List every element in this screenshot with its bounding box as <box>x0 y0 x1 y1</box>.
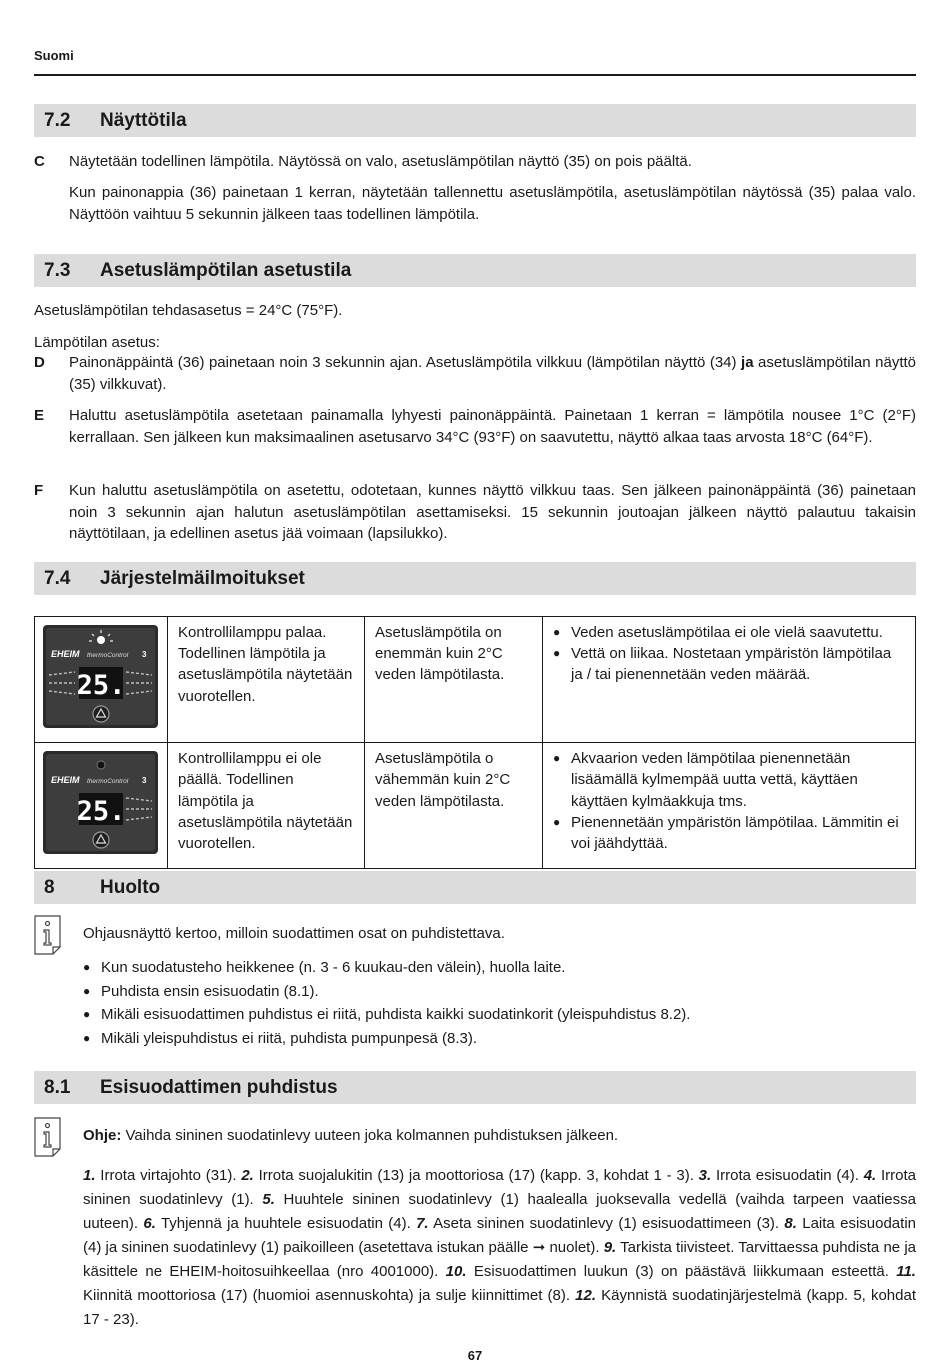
note-label: Ohje: <box>83 1127 122 1144</box>
figure-label-d: D <box>34 354 45 371</box>
list-item: ● Veden asetuslämpötilaa ei ole vielä saavutettu. <box>553 622 905 643</box>
thermocontrol-display-lamp-on-image <box>43 625 158 728</box>
section-title: Esisuodattimen puhdistus <box>100 1077 338 1098</box>
table-row <box>35 743 916 869</box>
step-number: 7. <box>416 1215 429 1232</box>
page-number: 67 <box>467 1348 483 1363</box>
section-number: 7.2 <box>44 110 71 131</box>
section-7-3-heading <box>34 254 916 287</box>
info-icon <box>34 1117 61 1157</box>
header-rule <box>34 74 916 76</box>
step-d-text-a: Painonäppäintä (36) painetaan noin 3 sekunnin ajan. Asetuslämpötila vilkkuu (lämpötilan näyttö (34) <box>69 354 742 371</box>
step-number: 8. <box>784 1215 797 1232</box>
step-number: 4. <box>863 1167 877 1184</box>
step-text: Tarkista tiivisteet. Tarvittaessa puhdista ne ja käsittele ne EHEIM-hoitosuihkeellaa (nro 4001000). <box>83 1239 916 1280</box>
list-item: ● Kun suodatusteho heikkenee (n. 3 - 6 kuukau-den välein), huolla laite. <box>83 956 916 980</box>
display-model-number: 3 <box>142 650 147 659</box>
step-number: 5. <box>262 1191 275 1208</box>
step-number: 3. <box>698 1167 712 1184</box>
display-model: thermoControl <box>87 778 129 786</box>
setting-intro-text: Lämpötilan asetus: <box>34 334 160 351</box>
display-temperature-value: 25. <box>76 796 126 828</box>
section-title: Asetuslämpötilan asetustila <box>100 260 352 281</box>
step-text: Irrota sininen suodatinlevy (1). <box>83 1167 916 1208</box>
section-title: Järjestelmäilmoitukset <box>100 568 305 589</box>
section-number: 8.1 <box>44 1077 71 1098</box>
cleaning-steps-paragraph <box>83 1164 916 1332</box>
actions-cell <box>543 743 916 869</box>
step-e-text: Haluttu asetuslämpötila asetetaan painamalla lyhyesti painonäppäintä. Painetaan 1 kerran = lämpötila nousee 1°C (2°F) kerrallaan. Sen jälkeen kun maksimaalinen asetusarvo 34°C (93°F) on saavutettu, näyttö alkaa taas arvosta 18°C (64°F). <box>69 407 916 446</box>
section-8-1-heading <box>34 1071 916 1104</box>
list-item: ● Vettä on liikaa. Nostetaan ympäristön lämpötilaa ja / tai pienennetään veden määrää. <box>553 643 905 685</box>
step-text: Huuhtele sininen suodatinlevy (1) haalealla juoksevalla vedellä (vaihda tarpeen vaatiessa uuteen). <box>83 1191 916 1232</box>
display-temperature-value: 25. <box>76 670 126 701</box>
list-item: ● Akvaarion veden lämpötilaa pienennetään lisäämällä kylmempää uutta vettä, käyttäen käyttäen kylmäakkuja tms. <box>553 748 905 812</box>
step-number: 6. <box>143 1215 156 1232</box>
document-language: Suomi <box>34 48 74 63</box>
display-image-cell <box>35 743 168 869</box>
display-mode-paragraph-1: Näytetään todellinen lämpötila. Näytössä on valo, asetuslämpötilan näyttö (35) on pois päältä. <box>69 153 692 170</box>
list-item: ● Pienennetään ympäristön lämpötilaa. Lämmitin ei voi jäähdyttää. <box>553 812 905 854</box>
step-text: Aseta sininen suodatinlevy (1) esisuodattimeen (3). <box>428 1215 785 1232</box>
display-brand: EHEIM <box>51 649 80 659</box>
section-7-4-heading <box>34 562 916 595</box>
figure-label-c: C <box>34 153 45 170</box>
condition-cell: Asetuslämpötila on enemmän kuin 2°C veden lämpötilasta. <box>365 617 543 743</box>
step-d-text-bold: ja <box>741 354 754 371</box>
condition-cell: Asetuslämpötila o vähemmän kuin 2°C veden lämpötilasta. <box>365 743 543 869</box>
status-cell: Kontrollilamppu ei ole päällä. Todellinen lämpötila ja asetuslämpötila näytetään vuorotellen. <box>168 743 365 869</box>
list-item: ● Puhdista ensin esisuodatin (8.1). <box>83 980 916 1004</box>
maintenance-bullet-list <box>83 956 916 1050</box>
step-text: Kiinnitä moottoriosa (17) (huomioi asennuskohta) ja sulje kiinnittimet (8). <box>83 1287 576 1304</box>
step-number: 10. <box>445 1263 467 1280</box>
step-text: Esisuodattimen luukun (3) on päästävä liikkumaan esteettä. <box>466 1263 897 1280</box>
step-text: Irrota suojalukitin (13) ja moottoriosa (17) (kapp. 3, kohdat 1 - 3). <box>253 1167 699 1184</box>
step-text: Irrota esisuodatin (4). <box>711 1167 864 1184</box>
step-d-text-b: asetuslämpötilan näyttö (35) vilkkuvat). <box>69 354 916 393</box>
list-item: ● Mikäli yleispuhdistus ei riitä, puhdista pumpunpesä (8.3). <box>83 1027 916 1051</box>
display-mode-paragraph-2: Kun painonappia (36) painetaan 1 kerran, näytetään tallennettu asetuslämpötila, asetuslämpötilan näytössä (35) palaa valo. Näyttöön vaihtuu 5 sekunnin jälkeen taas todellinen lämpötila. <box>69 184 916 223</box>
step-text: Irrota virtajohto (31). <box>95 1167 242 1184</box>
system-messages-table <box>34 616 916 869</box>
actions-list <box>553 748 905 854</box>
step-number: 9. <box>603 1239 617 1256</box>
section-number: 7.4 <box>44 568 71 589</box>
maintenance-info-text: Ohjausnäyttö kertoo, milloin suodattimen osat on puhdistettava. <box>83 925 505 942</box>
section-title: Näyttötila <box>100 110 187 131</box>
display-model-number: 3 <box>142 776 147 786</box>
actions-cell <box>543 617 916 743</box>
factory-setting-text: Asetuslämpötilan tehdasasetus = 24°C (75°F). <box>34 302 343 319</box>
step-f-text: Kun haluttu asetuslämpötila on asetettu, odotetaan, kunnes näyttö vilkkuu taas. Sen jälkeen painonäppäintä (36) painetaan noin 3 sekunnin ajan halutun asetuslämpötilan asettamiseksi. 15 sekunnin joutoajan jälkeen näyttö palautuu takaisin näyttötilaan, ja edellinen asetus jää voimaan (lapsilukko). <box>69 482 916 542</box>
list-item: ● Mikäli esisuodattimen puhdistus ei riitä, puhdista kaikki suodatinkorit (yleispuhdistus 8.2). <box>83 1003 916 1027</box>
section-number: 7.3 <box>44 260 71 281</box>
step-text: Tyhjennä ja huuhtele esisuodatin (4). <box>155 1215 417 1232</box>
lamp-off-icon <box>97 761 105 769</box>
step-text: Käynnistä suodatinjärjestelmä (kapp. 5, kohdat 17 - 23). <box>83 1287 916 1328</box>
warning-triangle-icon <box>93 832 109 848</box>
section-title: Huolto <box>100 877 161 898</box>
step-number: 1. <box>83 1167 96 1184</box>
figure-label-f: F <box>34 482 44 499</box>
display-image-cell <box>35 617 168 743</box>
thermocontrol-display-lamp-off-image <box>43 751 158 854</box>
note-text: Vaihda sininen suodatinlevy uuteen joka kolmannen puhdistuksen jälkeen. <box>121 1127 619 1144</box>
step-d-text <box>69 352 916 395</box>
section-8-heading <box>34 871 916 904</box>
warning-triangle-icon <box>93 706 109 722</box>
step-number: 12. <box>575 1287 597 1304</box>
step-number: 2. <box>241 1167 254 1184</box>
status-cell: Kontrollilamppu palaa. Todellinen lämpötila ja asetuslämpötila näytetään vuorotellen. <box>168 617 365 743</box>
step-text: Laita esisuodatin (4) ja sininen suodatinlevy (1) paikoilleen (asetettava istukan päälle ➞ nuolet). <box>83 1215 916 1256</box>
section-number: 8 <box>44 877 55 898</box>
figure-label-e: E <box>34 407 45 424</box>
display-model: thermoControl <box>87 652 129 659</box>
note-paragraph <box>83 1125 916 1147</box>
info-icon <box>34 915 61 955</box>
actions-list <box>553 622 905 686</box>
step-number: 11. <box>896 1263 916 1280</box>
display-brand: EHEIM <box>51 775 80 786</box>
section-7-2-heading <box>34 104 916 137</box>
table-row <box>35 617 916 743</box>
